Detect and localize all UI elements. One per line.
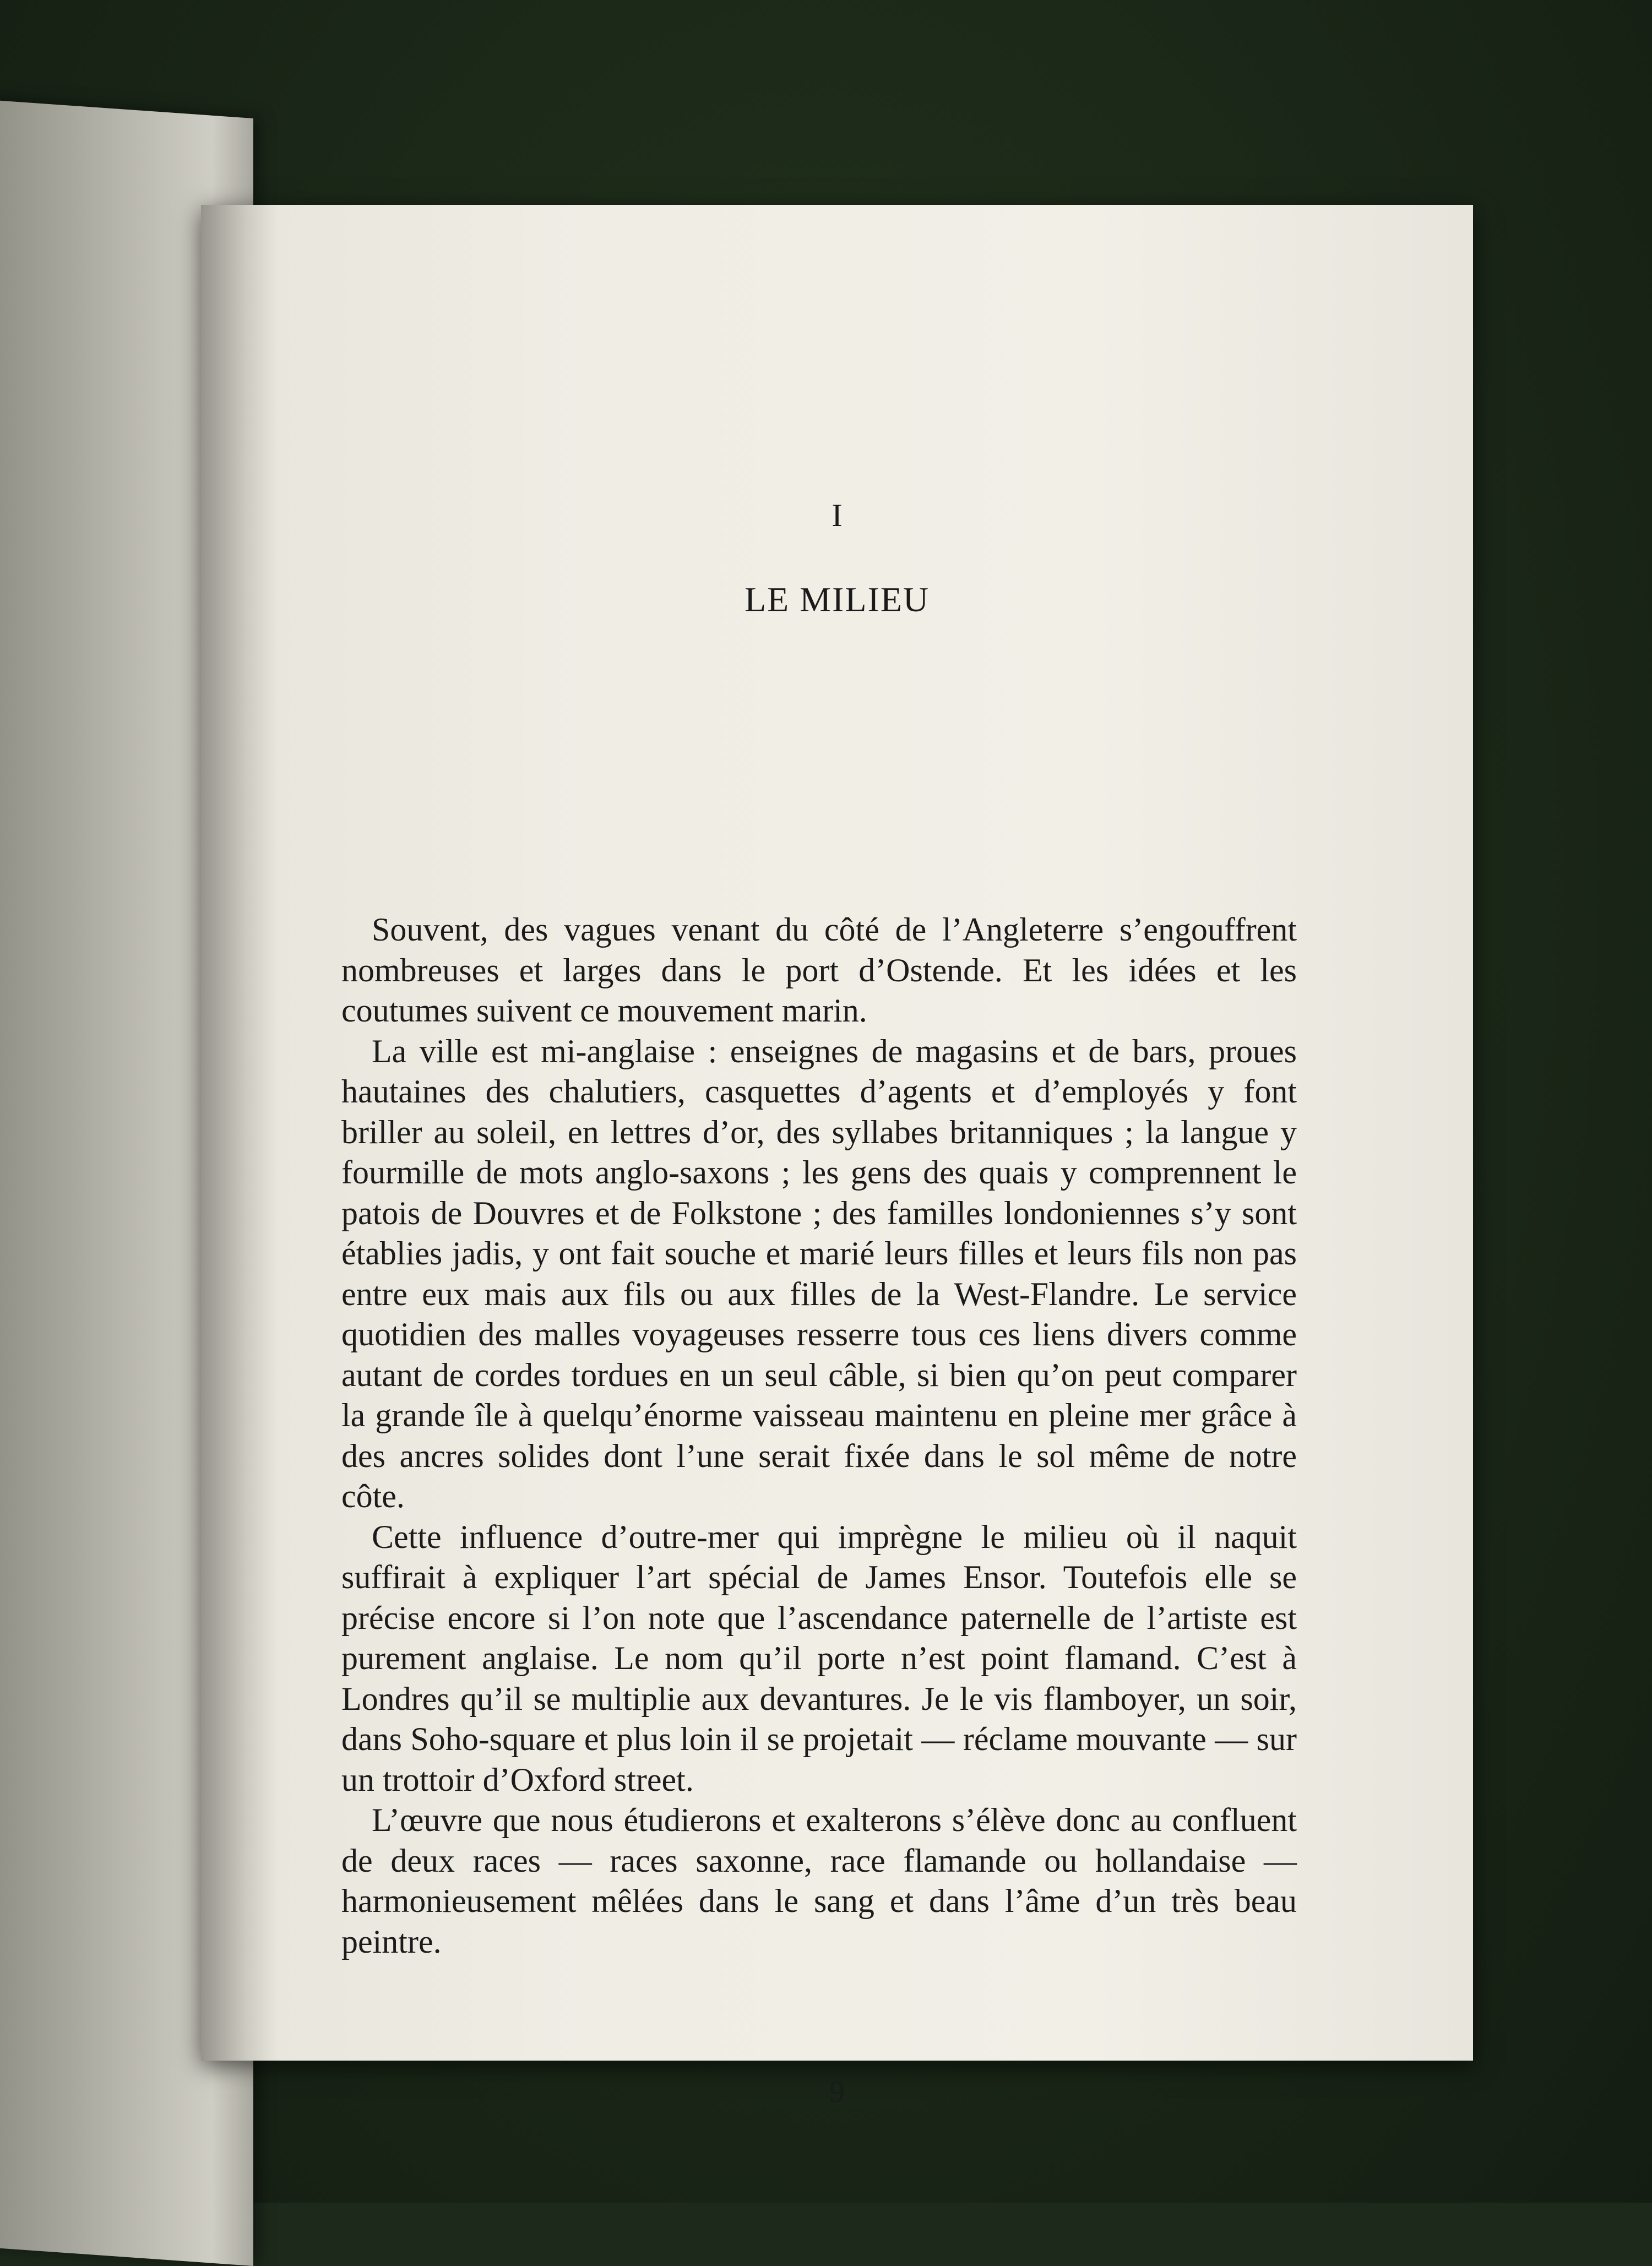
book-page — [201, 205, 1473, 2109]
paragraph: La ville est mi-anglaise : enseignes de magasins et de bars, proues hautaines des chalutiers, casquettes d’agents et d’employés y font briller au soleil, en lettres d’or, des syllabes britanniques ; la langue y fourmille de mots anglo-saxons ; les gens des quais y comprennent le patois de Douvres et de Folkstone ; des familles londoniennes s’y sont établies jadis, y ont fait souche et marié leurs filles et leurs fils non pas entre eux mais aux fils ou aux filles de la West-Flandre. Le service quotidien des malles voyageuses resserre tous ces liens divers comme autant de cordes tordues en un seul câble, si bien qu’on peut comparer la grande île à quelqu’énorme vaisseau maintenu en pleine mer grâce à des ancres solides dont l’une serait fixée dans le sol même de notre côte. — [341, 1033, 1297, 1514]
paragraph: Cette influence d’outre-mer qui imprègne le milieu où il naquit suffirait à expliquer l’art spécial de James Ensor. Toutefois elle se précise encore si l’on note que l’ascendance paternelle de l’artiste est purement anglaise. Le nom qu’il porte n’est point flamand. C’est à Londres qu’il se multiplie aux devantures. Je le vis flamboyer, un soir, dans Soho-square et plus loin il se projetait — réclame mouvante — sur un trottoir d’Oxford street. — [341, 1518, 1297, 1798]
body-text — [341, 910, 1297, 1962]
chapter-title: LE MILIEU — [744, 580, 930, 619]
page-gutter-shadow — [201, 205, 278, 2061]
chapter-number: I — [832, 497, 843, 533]
paragraph: Souvent, des vagues venant du côté de l’Angleterre s’engouffrent nombreuses et larges dans le port d’Ostende. Et les idées et les coutumes suivent ce mouvement marin. — [341, 911, 1297, 1029]
page-number: 9 — [829, 2075, 845, 2109]
paragraph: L’œuvre que nous étudierons et exalterons s’élève donc au confluent de deux races — races saxonne, race flamande ou hollandaise — harmonieusement mêlées dans le sang et dans l’âme d’un très beau peintre. — [341, 1802, 1297, 1960]
